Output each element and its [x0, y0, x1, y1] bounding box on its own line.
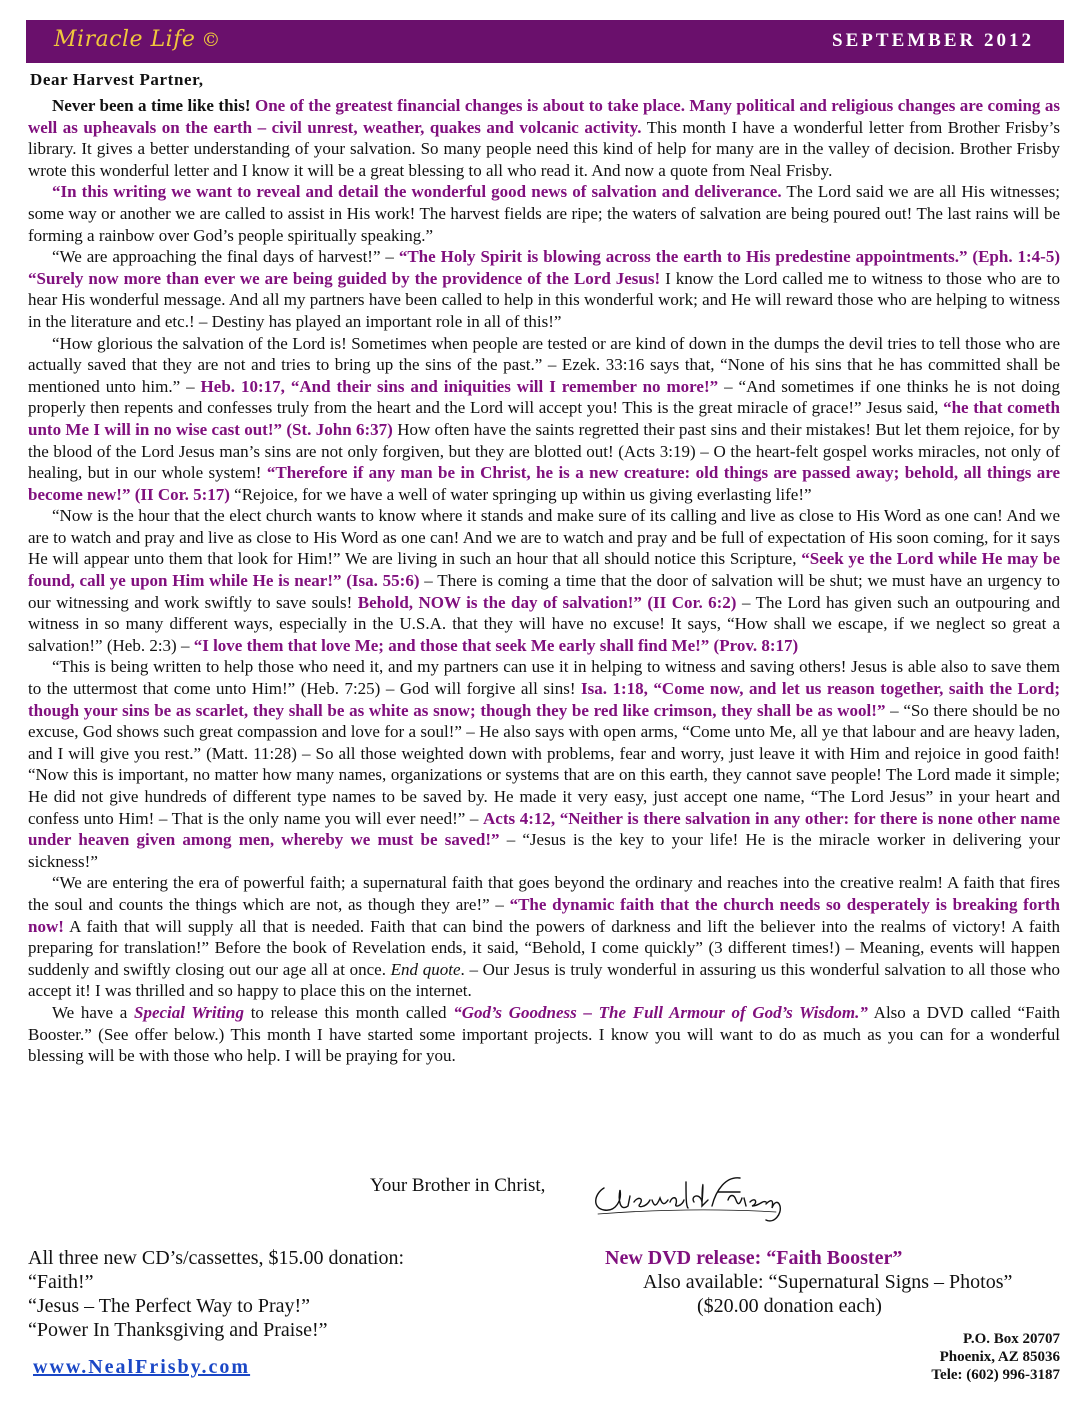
letter-paragraph [28, 181, 1060, 246]
letter-paragraph [28, 95, 1060, 181]
body-text: Also a DVD called “Faith Booster.” (See offer below.) This month I have started some important projects. I know you will want to do as much as you can for a wonderful blessing will be with those who help. I will be praying for you. [28, 1002, 1061, 1066]
cd-offer [28, 1246, 404, 1342]
body-text: The Lord said we are all His witnesses; some way or another we are called to assist in His work! The harvest fields are ripe; the waters of salvation are being poured out! The last rains will be forming a rainbow over God’s people spiritually speaking.” [28, 182, 1060, 245]
website-link[interactable]: www.NealFrisby.com [33, 1356, 251, 1378]
cd-title: “Power In Thanksgiving and Praise!” [28, 1319, 328, 1341]
salutation: Dear Harvest Partner, [30, 70, 204, 89]
special-writing-label: Special Writing [134, 1002, 244, 1022]
highlight-text: Heb. 10:17, “And their sins and iniquities will I remember no more!” [200, 376, 719, 396]
body-text: . – Our Jesus is truly wonderful in assuring us this wonderful salvation to all those who accept it! I was thrilled and so happy to place this on the internet. [28, 959, 1061, 1001]
phone-number: Tele: (602) 996-3187 [931, 1367, 1060, 1383]
cd-title: “Jesus – The Perfect Way to Pray!” [28, 1295, 311, 1317]
letter-paragraph [28, 505, 1060, 656]
body-text: How often have the saints regretted their past sins and their mistakes! But let them rejoice, for by the blood of the Lord Jesus man’s sins are not only forgiven, but they are blotted out! (Acts 3:19) – O the heart-felt gospel works miracles, not only of healing, but in our whole system! [28, 419, 1061, 483]
masthead-brand [54, 27, 221, 52]
closing-line: Your Brother in Christ, [370, 1175, 546, 1196]
letter-body [28, 95, 1060, 1067]
issue-date: SEPTEMBER 2012 [832, 30, 1034, 51]
highlight-text: “Therefore if any man be in Christ, he is a new creature: old things are passed away; behold, all things are become new!” (II Cor. 5:17) [28, 463, 1061, 504]
body-text: – “So there should be no excuse, God shows such great compassion and love for a soul!” – He also says with open arms, “Come unto Me, all ye that labour and are heavy laden, and I will give you rest.” (Matt. 11:28) – So all those weighted down with problems, fear and worry, just leave it with Him and rejoice in good faith! “Now this is important, no matter how many names, organizations or systems that are on this earth, they cannot save people! The Lord made it simple; He did not give hundreds of different type names to be saved by. He made it very easy, just accept one name, “The Lord Jesus” in your heart and confess unto Him! – That is the only name you will ever need!” – [28, 700, 1061, 828]
body-text: We have a [52, 1002, 128, 1022]
body-text: “This is being written to help those who need it, and my partners can use it in helping to witness and saving others! Jesus is able also to save them to the uttermost that come unto Him!” (Heb. 7:25) – God will forgive all sins! [28, 657, 1060, 699]
highlight-text: Isa. 1:18, “Come now, and let us reason together, saith the Lord; though your sins be as scarlet, they shall be as white as snow; though they be red like crimson, they shall be as wool!” [28, 679, 1060, 720]
brand-title: Miracle Life [54, 27, 196, 52]
highlight-text: “I love them that love Me; and those that seek Me early shall find Me!” (Prov. 8:17) [193, 635, 799, 655]
highlight-text: Behold, NOW is the day of salvation!” (II Cor. 6:2) [357, 592, 737, 612]
body-text: This month I have a wonderful letter from Brother Frisby’s library. It gives a better understanding of your salvation. So many people need this kind of help for many are in the valley of decision. Brother Frisby wrote this wonderful letter and I know it will be a great blessing to all who read it. And now a quote from Neal Frisby. [28, 117, 1060, 180]
dvd-also-available: Also available: “Supernatural Signs – Photos” [643, 1271, 1013, 1293]
body-text: A faith that will supply all that is needed. Faith that can bind the powers of darkness and lift the believer into the realms of victory! A faith preparing for translation!” Before the book of Revelation ends, it said, “Behold, I come quickly” (3 different times!) – Meaning, events will happen suddenly and swiftly closing out our age all at once. [28, 916, 1061, 979]
body-text: – The Lord has given such an outpouring and witness in so many different ways, especially in the U.S.A. that they will have no excuse! It says, “How shall we escape, if we neglect so great a salvation!” (Heb. 2:3) – [28, 592, 1061, 655]
body-text: “We are entering the era of powerful faith; a supernatural faith that goes beyond the ordinary and reaches into the creative realm! A faith that fires the soul and counts the things which are not, as though they are!” – [28, 873, 1060, 914]
highlight-text: “The dynamic faith that the church needs so desperately is breaking forth now! [28, 894, 1060, 936]
letter-paragraph [28, 872, 1060, 1002]
cd-offer-heading: All three new CD’s/cassettes, $15.00 donation: [28, 1247, 405, 1269]
body-text: “Rejoice, for we have a well of water springing up within us giving everlasting life!” [234, 484, 812, 504]
highlight-text: “Seek ye the Lord while He may be found, call ye upon Him while He is near!” (Isa. 55:6) [28, 549, 1061, 591]
highlight-text: “he that cometh unto Me I will in no wise cast out!” (St. John 6:37) [28, 398, 1060, 439]
italic-text: End quote [390, 959, 461, 979]
dvd-title: New DVD release: “Faith Booster” [605, 1247, 903, 1269]
dvd-price: ($20.00 donation each) [697, 1295, 882, 1317]
signature-image [590, 1166, 790, 1226]
body-text: “We are approaching the final days of harvest!” – [52, 247, 394, 267]
masthead-bar [26, 20, 1064, 63]
highlight-text: Acts 4:12, “Neither is there salvation in any other: for there is none other name under heaven given among men, whereby we must be saved!” [28, 808, 1061, 850]
letter-paragraph [28, 333, 1060, 506]
po-box: P.O. Box 20707 [963, 1331, 1060, 1347]
letter-paragraph [28, 246, 1060, 332]
body-text: – “Jesus is the key to your life! He is the miracle worker in delivering your sickness!” [28, 830, 1061, 871]
dvd-offer [600, 1246, 1060, 1318]
body-text: – There is coming a time that the door of salvation will be shut; we must have an urgency to our witnessing and work swiftly to save souls! [28, 571, 1061, 612]
body-text: – “And sometimes if one thinks he is not doing properly then repents and confesses truly from the heart and the Lord will accept you! This is the great miracle of grace!” Jesus said, [28, 376, 1061, 418]
special-writing-title: “God’s Goodness – The Full Armour of God’s Wisdom.” [453, 1002, 868, 1022]
highlight-text: “In this writing we want to reveal and detail the wonderful good news of salvation and deliverance. [52, 182, 782, 202]
opening-exclamation: Never been a time like this! [52, 96, 251, 115]
highlight-text: “The Holy Spirit is blowing across the earth to His predestine appointments.” (Eph. 1:4-5) “Surely now more than ever we are being guided by the providence of the Lord Jesus! [28, 247, 1060, 288]
mailing-address [931, 1330, 1060, 1384]
highlight-text: One of the greatest financial changes is about to take place. Many political and religious changes are coming as well as upheavals on the earth – civil unrest, weather, quakes and volcanic activity. [28, 96, 1060, 137]
copyright-symbol: © [201, 29, 221, 51]
city-state-zip: Phoenix, AZ 85036 [939, 1349, 1060, 1365]
body-text: to release this month called [250, 1002, 447, 1022]
body-text: “How glorious the salvation of the Lord is! Sometimes when people are tested or are kind of down in the dumps the devil tries to tell those who are actually saved that they are not and tries to bring up the sins of the past.” – Ezek. 33:16 says that, “None of his sins that he has committed shall be mentioned unto him.” – [28, 333, 1060, 396]
body-text: “Now is the hour that the elect church wants to know where it stands and make sure of its calling and live as close to His Word as one can! And we are to watch and pray and live as close to His Word as one can! And we are to watch and pray and be full of expectation of His soon coming, for it says He will appear unto them that look for Him!” We are living in such an hour that all should notice this Scripture, [28, 506, 1060, 569]
letter-paragraph [28, 656, 1060, 872]
cd-title: “Faith!” [28, 1271, 94, 1293]
letter-paragraph [28, 1002, 1060, 1067]
body-text: I know the Lord called me to witness to those who are to hear His wonderful message. And all my partners have been called to help in this wonderful work; and He will reward those who are helping to witness in the literature and etc.! – Destiny has played an important role in all of this!” [28, 268, 1061, 331]
